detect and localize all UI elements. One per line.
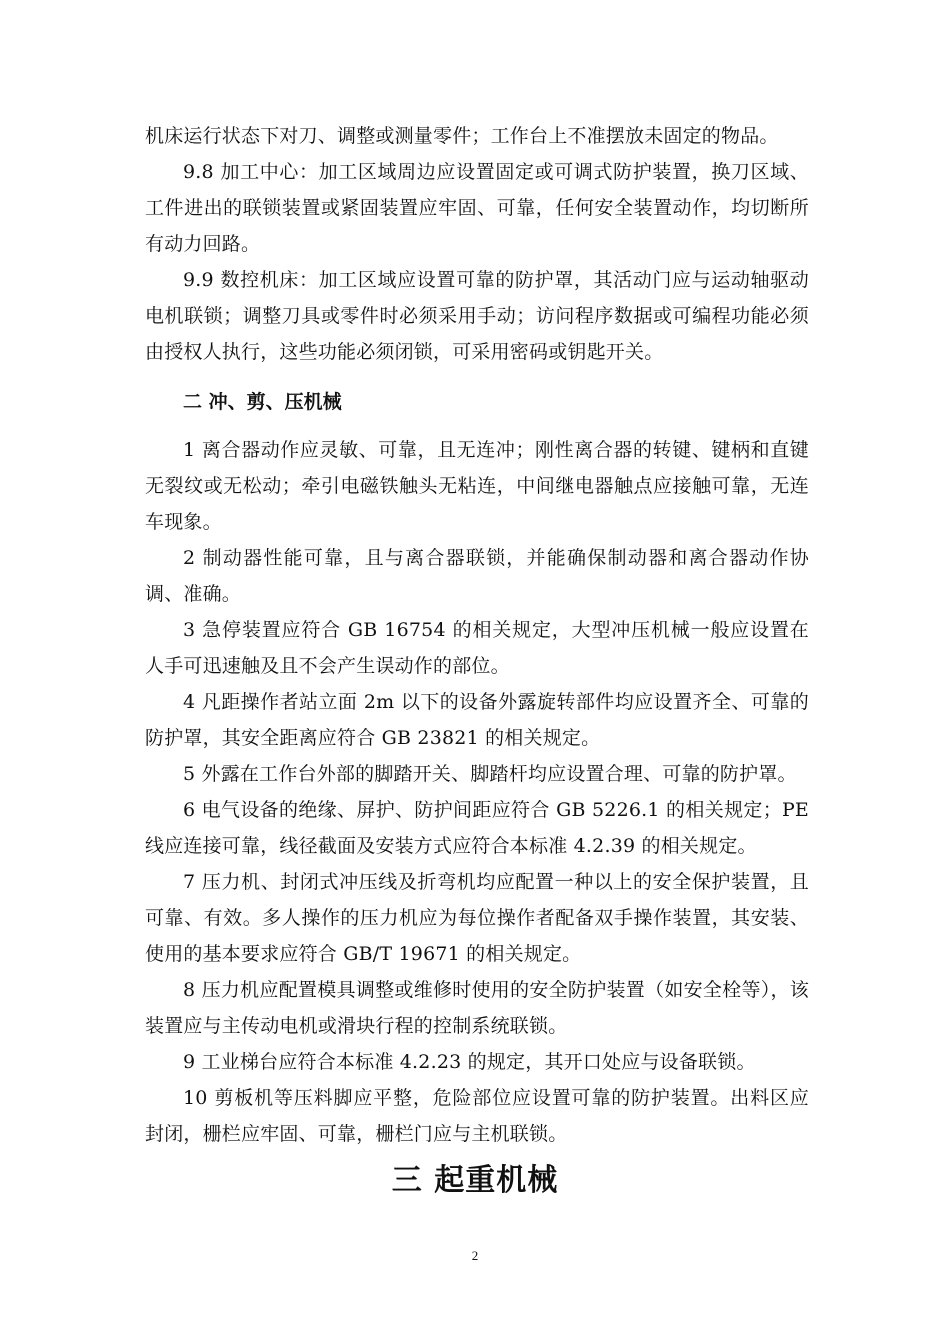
chapter-heading-three: 三 起重机械 (391, 1162, 559, 1198)
paragraph-item-9: 9 工业梯台应符合本标准 4.2.23 的规定，其开口处应与设备联锁。 (183, 1051, 756, 1073)
paragraph-item-8: 8 压力机应配置模具调整或维修时使用的安全防护装置（如安全栓等），该装置应与主传动电机或滑块行程的控制系统联锁。 (145, 979, 809, 1037)
paragraph-item-1: 1 离合器动作应灵敏、可靠，且无连冲；刚性离合器的转键、键柄和直键无裂纹或无松动；牵引电磁铁触头无粘连，中间继电器触点应接触可靠，无连车现象。 (145, 439, 809, 533)
paragraph-continued: 机床运行状态下对刀、调整或测量零件；工作台上不准摆放未固定的物品。 (145, 125, 779, 147)
paragraph-9-8: 9.8 加工中心：加工区域周边应设置固定或可调式防护装置，换刀区域、工件进出的联锁装置或紧固装置应牢固、可靠，任何安全装置动作，均切断所有动力回路。 (145, 161, 809, 255)
page-number: 2 (471, 1248, 479, 1263)
paragraph-9-9: 9.9 数控机床：加工区域应设置可靠的防护罩，其活动门应与运动轴驱动电机联锁；调整刀具或零件时必须采用手动；访问程序数据或可编程功能必须由授权人执行，这些功能必须闭锁，可采用密码或钥匙开关。 (145, 269, 809, 363)
paragraph-item-4: 4 凡距操作者站立面 2m 以下的设备外露旋转部件均应设置齐全、可靠的防护罩，其安全距离应符合 GB 23821 的相关规定。 (145, 691, 809, 749)
paragraph-item-7: 7 压力机、封闭式冲压线及折弯机均应配置一种以上的安全保护装置，且可靠、有效。多人操作的压力机应为每位操作者配备双手操作装置，其安装、使用的基本要求应符合 GB/T 19671 的相关规定。 (145, 871, 809, 965)
page-body (145, 118, 809, 1152)
paragraph-item-2: 2 制动器性能可靠，且与离合器联锁，并能确保制动器和离合器动作协调、准确。 (145, 547, 809, 605)
section-heading-two: 二 冲、剪、压机械 (183, 391, 342, 413)
paragraph-item-6: 6 电气设备的绝缘、屏护、防护间距应符合 GB 5226.1 的相关规定；PE 线应连接可靠，线径截面及安装方式应符合本标准 4.2.39 的相关规定。 (145, 799, 809, 857)
paragraph-item-5: 5 外露在工作台外部的脚踏开关、脚踏杆均应设置合理、可靠的防护罩。 (183, 763, 797, 785)
paragraph-item-10: 10 剪板机等压料脚应平整，危险部位应设置可靠的防护装置。出料区应封闭，栅栏应牢固、可靠，栅栏门应与主机联锁。 (145, 1087, 809, 1145)
paragraph-item-3: 3 急停装置应符合 GB 16754 的相关规定，大型冲压机械一般应设置在人手可迅速触及且不会产生误动作的部位。 (145, 619, 809, 677)
